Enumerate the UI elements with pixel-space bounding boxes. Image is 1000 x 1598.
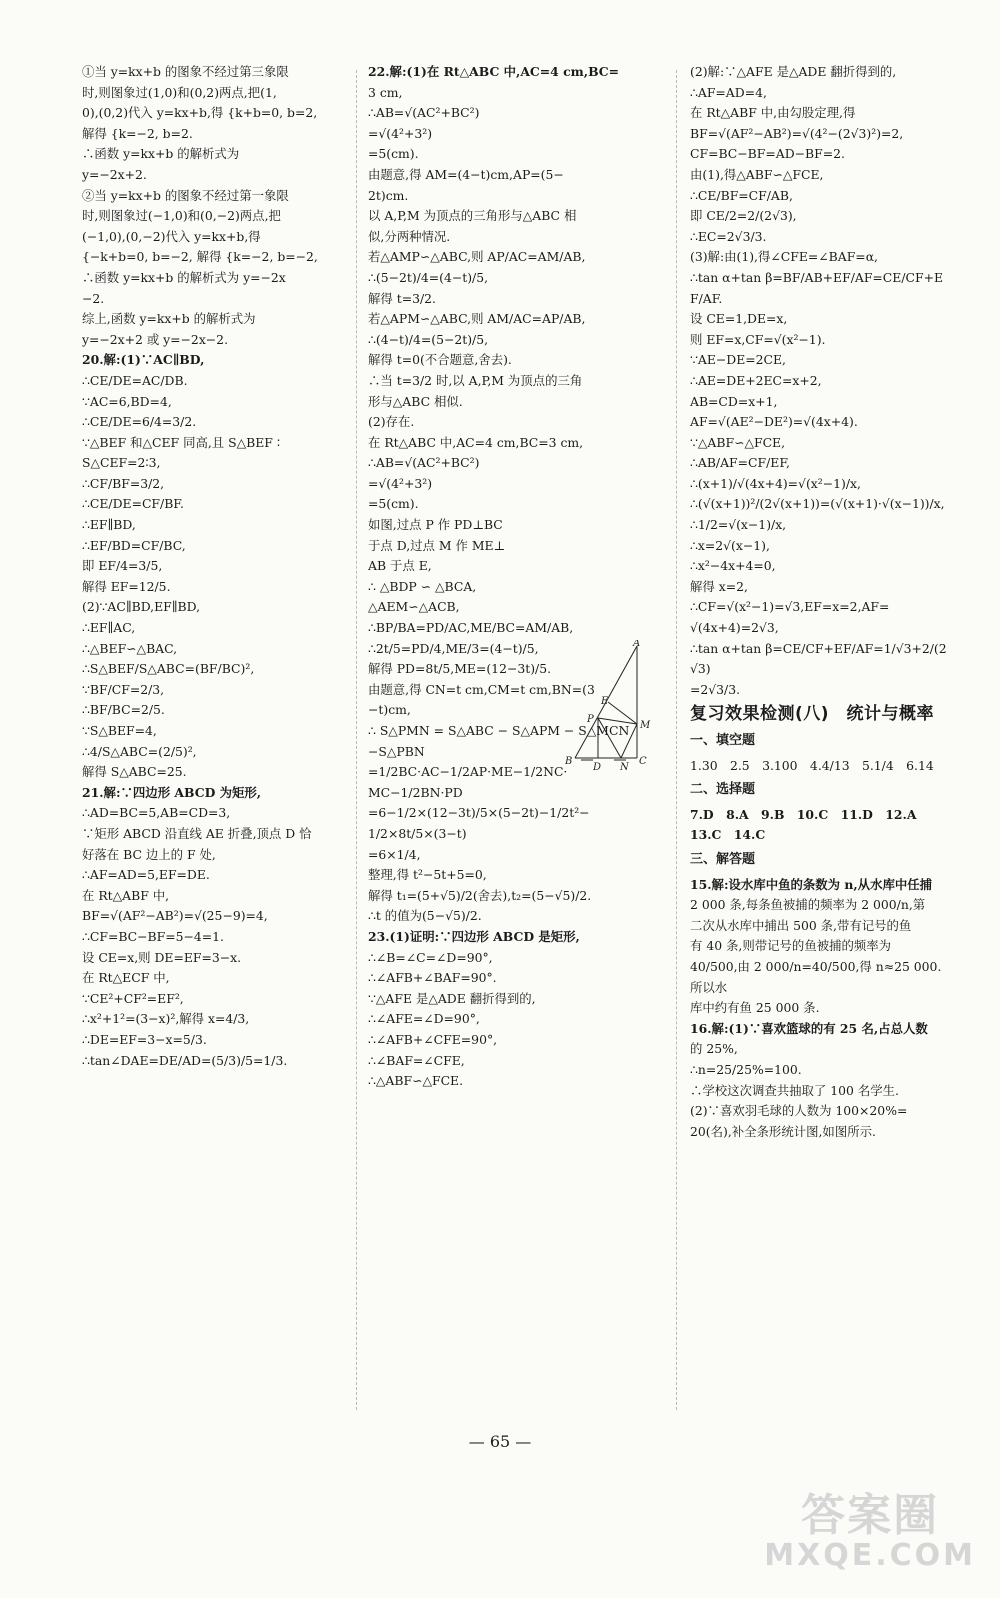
- solution-line: y=−2x+2 或 y=−2x−2.: [82, 331, 229, 347]
- edge-PM: [598, 718, 637, 724]
- solution-line: 在 Rt△ABF 中,: [82, 887, 170, 903]
- solution-line: (3)解:由(1),得∠CFE=∠BAF=α,: [690, 249, 878, 265]
- solution-line: ∵AC=6,BD=4,: [82, 393, 172, 409]
- solution-line: ∵CE²+CF²=EF²,: [82, 990, 184, 1006]
- solution-line: 设 CE=1,DE=x,: [690, 311, 788, 327]
- solution-line: ∴AD=BC=5,AB=CD=3,: [82, 805, 231, 821]
- solution-line: =5(cm).: [368, 496, 419, 512]
- solution-line: S△CEF=2∶3,: [82, 455, 161, 471]
- solution-line: ∴CF/BF=3/2,: [82, 475, 165, 491]
- solution-line: ∴S△BEF/S△ABC=(BF/BC)²,: [82, 661, 255, 677]
- choice-heading: 二、选择题: [690, 782, 756, 798]
- solution-line: 即 EF/4=3/5,: [82, 558, 163, 574]
- solution-line: 解得 t₁=(5+√5)/2(舍去),t₂=(5−√5)/2.: [368, 887, 592, 903]
- solution-line: 2t)cm.: [368, 187, 409, 203]
- solution-line: ∴x=2√(x−1),: [690, 537, 770, 553]
- solution-line: 解得 x=2,: [690, 578, 748, 594]
- solution-line: BF=√(AF²−AB²)=√(4²−(2√3)²)=2,: [690, 125, 904, 141]
- solution-line: 20(名),补全条形统计图,如图所示.: [690, 1123, 876, 1139]
- solution-line: 于点 D,过点 M 作 ME⊥: [368, 537, 506, 553]
- label-N: N: [620, 762, 629, 770]
- solution-line: (2)∵AC∥BD,EF∥BD,: [82, 599, 201, 615]
- solution-line: ∴EF∥AC,: [82, 620, 136, 636]
- solution-line: (2)∵喜欢羽毛球的人数为 100×20%=: [690, 1103, 908, 1119]
- solution-line: ∵BF/CF=2/3,: [82, 681, 165, 697]
- edge-PN: [598, 718, 621, 758]
- solution-line: ∵△ABF∽△FCE,: [690, 434, 786, 450]
- solution-line: {−k+b=0, b=−2, 解得 {k=−2, b=−2,: [82, 249, 318, 265]
- solution-line: AF=√(AE²−DE²)=√(4x+4).: [690, 414, 858, 430]
- solution-line: ∴(4−t)/4=(5−2t)/5,: [368, 331, 489, 347]
- solution-line: ∴CE/DE=CF/BF.: [82, 496, 184, 512]
- solution-line: ∴(√(x+1))²/(2√(x+1))=(√(x+1)·√(x−1))/x,: [690, 496, 945, 512]
- solve-lines: [690, 875, 952, 1143]
- solution-line: ∴∠B=∠C=∠D=90°,: [368, 949, 493, 965]
- solution-line: 3 cm,: [368, 84, 403, 100]
- column-divider-2: [676, 70, 677, 1410]
- solution-line: 的 25%,: [690, 1041, 738, 1057]
- solution-line: =√(4²+3²): [368, 125, 433, 141]
- right-column-lines: [690, 62, 952, 700]
- solve-heading: 三、解答题: [690, 851, 756, 867]
- solution-line: 由(1),得△ABF∽△FCE,: [690, 166, 824, 182]
- solution-line: 21.解:∵四边形 ABCD 为矩形,: [82, 784, 262, 800]
- section-title: 复习效果检测(八) 统计与概率: [690, 704, 935, 725]
- solution-line: 好落在 BC 边上的 F 处,: [82, 846, 216, 862]
- solution-line: (−1,0),(0,−2)代入 y=kx+b,得: [82, 228, 261, 244]
- solution-line: 解得 PD=8t/5,ME=(12−3t)/5.: [368, 661, 552, 677]
- solution-line: 16.解:(1)∵喜欢篮球的有 25 名,占总人数: [690, 1020, 928, 1036]
- solution-line: 似,分两种情况.: [368, 228, 451, 244]
- solution-line: 1/2×8t/5×(3−t): [368, 825, 467, 841]
- solution-line: ∴CE/DE=6/4=3/2.: [82, 414, 197, 430]
- solution-line: ∵S△BEF=4,: [82, 723, 157, 738]
- solution-line: 40/500,由 2 000/n=40/500,得 n≈25 000.所以水: [690, 958, 942, 995]
- solution-line: 0),(0,2)代入 y=kx+b,得 {k+b=0, b=2,: [82, 105, 318, 121]
- solution-line: ②当 y=kx+b 的图象不经过第一象限: [82, 187, 289, 203]
- label-P: P: [587, 714, 594, 725]
- solution-line: ∴AB=√(AC²+BC²): [368, 455, 480, 471]
- solution-line: =√(4²+3²): [368, 475, 433, 491]
- solution-line: ∴△BEF∽△BAC,: [82, 640, 178, 656]
- watermark-en: MXQE.COM: [764, 1538, 976, 1573]
- solution-line: ∴当 t=3/2 时,以 A,P,M 为顶点的三角: [368, 372, 583, 388]
- solution-line: 23.(1)证明:∵四边形 ABCD 是矩形,: [368, 928, 580, 944]
- solution-line: ∵△AFE 是△ADE 翻折得到的,: [368, 990, 536, 1006]
- solution-line: ∴ S△PMN = S△ABC − S△APM − S△MCN: [368, 723, 630, 738]
- solution-line: 二次从水库中捕出 500 条,带有记号的鱼: [690, 917, 912, 933]
- solution-line: CF=BC−BF=AD−BF=2.: [690, 146, 845, 162]
- choice-answers-1: 7.D 8.A 9.B 10.C 11.D 12.A: [690, 806, 917, 822]
- solution-line: ∴AF=AD=5,EF=DE.: [82, 867, 210, 883]
- solution-line: 2 000 条,每条鱼被捕的频率为 2 000/n,第: [690, 897, 926, 913]
- solution-line: ∴4/S△ABC=(2/5)²,: [82, 743, 197, 759]
- solution-line: 解得 t=0(不合题意,舍去).: [368, 352, 512, 368]
- solution-line: 时,则图象过(−1,0)和(0,−2)两点,把: [82, 208, 281, 224]
- solution-line: ∵△BEF 和△CEF 同高,且 S△BEF ∶: [82, 434, 281, 450]
- solution-line: 15.解:设水库中鱼的条数为 n,从水库中任捕: [690, 876, 933, 892]
- solution-line: =1/2BC·AC−1/2AP·ME−1/2NC·: [368, 764, 568, 780]
- column-divider-1: [356, 70, 357, 1410]
- solution-line: ∴∠AFB+∠CFE=90°,: [368, 1031, 498, 1047]
- solution-line: ∴EC=2√3/3.: [690, 228, 767, 244]
- solution-line: 形与△ABC 相似.: [368, 393, 463, 409]
- solution-line: AB 于点 E,: [368, 558, 432, 574]
- solution-line: 设 CE=x,则 DE=EF=3−x.: [82, 949, 242, 965]
- solution-line: ∴EF∥BD,: [82, 517, 136, 533]
- solution-line: =2√3/3.: [690, 681, 741, 697]
- solution-line: 综上,函数 y=kx+b 的解析式为: [82, 311, 256, 327]
- solution-line: ∴tan∠DAE=DE/AD=(5/3)/5=1/3.: [82, 1052, 288, 1068]
- label-B: B: [565, 756, 573, 767]
- solution-line: AB=CD=x+1,: [690, 393, 778, 409]
- label-D: D: [593, 762, 602, 770]
- solution-line: 即 CE/2=2/(2√3),: [690, 208, 797, 224]
- edge-MN: [621, 724, 637, 758]
- solution-line: ∴tan α+tan β=BF/AB+EF/AF=CE/CF+EF/AF.: [690, 269, 944, 306]
- solution-line: ∴2t/5=PD/4,ME/3=(4−t)/5,: [368, 640, 539, 656]
- solution-line: ∴CF=BC−BF=5−4=1.: [82, 928, 224, 944]
- solution-line: 则 EF=x,CF=√(x²−1).: [690, 331, 826, 347]
- solution-line: ∴AE=DE+2EC=x+2,: [690, 372, 822, 388]
- solution-line: ∴∠AFE=∠D=90°,: [368, 1011, 480, 1027]
- solution-line: ∴x²+1²=(3−x)²,解得 x=4/3,: [82, 1011, 250, 1027]
- choice-answers-2: 13.C 14.C: [690, 827, 766, 843]
- solution-line: 若△AMP∽△ABC,则 AP/AC=AM/AB,: [368, 249, 586, 265]
- solution-line: 在 Rt△ECF 中,: [82, 970, 170, 986]
- left-column: [82, 62, 340, 1071]
- solution-line: ∴AB/AF=CF/EF,: [690, 455, 790, 471]
- solution-line: =5(cm).: [368, 146, 419, 162]
- label-M: M: [640, 720, 651, 731]
- solution-line: −2.: [82, 290, 105, 306]
- solution-line: 由题意,得 AM=(4−t)cm,AP=(5−: [368, 166, 564, 182]
- solution-line: ∴tan α+tan β=CE/CF+EF/AF=1/√3+2/(2√3): [690, 640, 947, 677]
- fill-answers: 1.30 2.5 3.100 4.4/13 5.1/4 6.14: [690, 757, 934, 773]
- solution-line: 库中约有鱼 25 000 条.: [690, 1000, 820, 1016]
- solution-line: (2)解:∵△AFE 是△ADE 翻折得到的,: [690, 64, 897, 79]
- label-C: C: [639, 756, 647, 767]
- solution-line: ∵矩形 ABCD 沿直线 AE 折叠,顶点 D 恰: [82, 825, 312, 841]
- solution-line: 解得 EF=12/5.: [82, 578, 171, 594]
- solution-line: 由题意,得 CN=t cm,CM=t cm,BN=(3: [368, 681, 595, 697]
- solution-line: y=−2x+2.: [82, 166, 147, 182]
- solution-line: 解得 {k=−2, b=2.: [82, 125, 193, 141]
- solution-line: 整理,得 t²−5t+5=0,: [368, 867, 487, 883]
- solution-line: ∴△ABF∽△FCE.: [368, 1073, 464, 1089]
- solution-line: ∴EF/BD=CF/BC,: [82, 537, 186, 553]
- solution-line: ∴BF/BC=2/5.: [82, 702, 165, 718]
- label-A: A: [633, 640, 641, 649]
- solution-line: ∴函数 y=kx+b 的解析式为: [82, 146, 240, 162]
- solution-line: ∴∠AFB+∠BAF=90°.: [368, 970, 497, 986]
- solution-line: △AEM∽△ACB,: [368, 599, 460, 615]
- solution-line: ∴CE/DE=AC/DB.: [82, 372, 188, 388]
- solution-line: ∴函数 y=kx+b 的解析式为 y=−2x: [82, 269, 286, 285]
- solution-line: −S△PBN: [368, 743, 425, 759]
- solution-line: 22.解:(1)在 Rt△ABC 中,AC=4 cm,BC=: [368, 64, 620, 79]
- solution-line: ∴学校这次调查共抽取了 100 名学生.: [690, 1082, 899, 1098]
- solution-line: ①当 y=kx+b 的图象不经过第三象限: [82, 64, 289, 79]
- solution-line: 解得 t=3/2.: [368, 290, 436, 306]
- solution-line: 如图,过点 P 作 PD⊥BC: [368, 517, 503, 533]
- solution-line: ∴1/2=√(x−1)/x,: [690, 517, 787, 533]
- solution-line: √(4x+4)=2√3,: [690, 620, 779, 636]
- watermark: [764, 1492, 976, 1572]
- label-E: E: [601, 696, 609, 707]
- solution-line: ∴x²−4x+4=0,: [690, 558, 776, 574]
- solution-line: ∴DE=EF=3−x=5/3.: [82, 1031, 207, 1047]
- solution-line: 在 Rt△ABC 中,AC=4 cm,BC=3 cm,: [368, 434, 584, 450]
- solution-line: 以 A,P,M 为顶点的三角形与△ABC 相: [368, 208, 577, 224]
- solution-line: 20.解:(1)∵AC∥BD,: [82, 352, 205, 368]
- right-column: [690, 62, 952, 1142]
- solution-line: ∵AE−DE=2CE,: [690, 352, 786, 368]
- solution-line: ∴CF=√(x²−1)=√3,EF=x=2,AF=: [690, 599, 890, 615]
- solution-line: 解得 S△ABC=25.: [82, 764, 187, 780]
- solution-line: BF=√(AF²−AB²)=√(25−9)=4,: [82, 908, 268, 924]
- solution-line: ∴t 的值为(5−√5)/2.: [368, 908, 482, 924]
- solution-line: (2)存在.: [368, 414, 415, 430]
- solution-line: ∴n=25/25%=100.: [690, 1061, 802, 1077]
- solution-line: 时,则图象过(1,0)和(0,2)两点,把(1,: [82, 84, 277, 100]
- solution-line: ∴ △BDP ∽ △BCA,: [368, 578, 477, 594]
- solution-line: 有 40 条,则带记号的鱼被捕的频率为: [690, 938, 892, 954]
- solution-line: ∴AF=AD=4,: [690, 84, 767, 100]
- watermark-cn: 答案圈: [801, 1490, 940, 1541]
- solution-line: ∴BP/BA=PD/AC,ME/BC=AM/AB,: [368, 620, 574, 636]
- middle-column: [368, 62, 658, 1092]
- solution-line: =6×1/4,: [368, 846, 421, 862]
- solution-line: 若△APM∽△ABC,则 AM/AC=AP/AB,: [368, 311, 586, 327]
- solution-line: ∴AB=√(AC²+BC²): [368, 105, 480, 121]
- solution-line: ∴∠BAF=∠CFE,: [368, 1052, 465, 1068]
- solution-line: MC−1/2BN·PD: [368, 784, 463, 800]
- fill-heading: 一、填空题: [690, 733, 756, 748]
- solution-line: 在 Rt△ABF 中,由勾股定理,得: [690, 105, 856, 121]
- solution-line: ∴(5−2t)/4=(4−t)/5,: [368, 269, 489, 285]
- solution-line: ∴CE/BF=CF/AB,: [690, 187, 793, 203]
- geometry-figure: [565, 640, 655, 770]
- page-number: — 65 —: [468, 1432, 532, 1451]
- solution-line: −t)cm,: [368, 702, 411, 718]
- solution-line: ∴(x+1)/√(4x+4)=√(x²−1)/x,: [690, 475, 861, 491]
- solution-line: =6−1/2×(12−3t)/5×(5−2t)−1/2t²−: [368, 805, 590, 821]
